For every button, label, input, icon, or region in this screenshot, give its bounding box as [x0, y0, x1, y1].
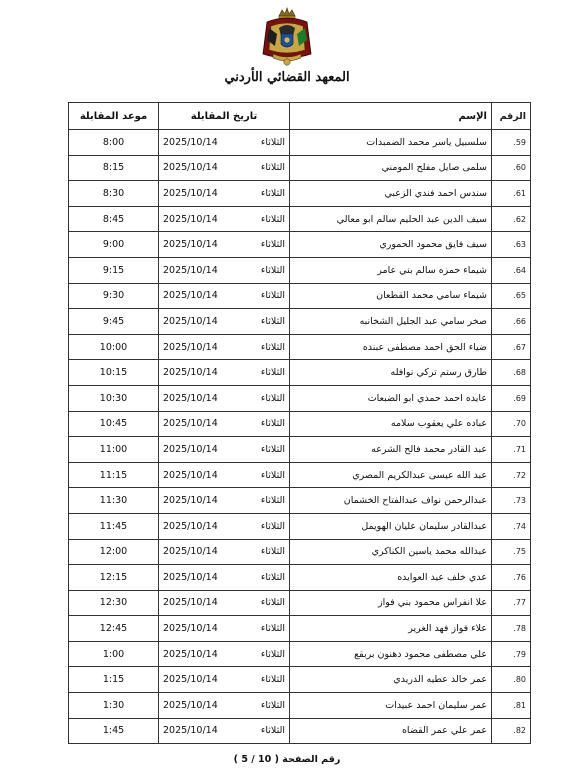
page-header [0, 6, 574, 85]
interview-date-cell [159, 130, 290, 156]
row-number: 76. [492, 565, 531, 591]
candidate-name: علاء فواز فهد الغرير [290, 616, 492, 642]
interview-time: 12:00 [69, 539, 159, 565]
interview-date: 2025/10/14 [163, 264, 218, 276]
interview-time: 11:15 [69, 462, 159, 488]
row-number: 67. [492, 334, 531, 360]
table-row [69, 616, 531, 642]
row-number: 65. [492, 283, 531, 309]
table-row [69, 488, 531, 514]
candidate-name: سندس احمد فندي الزعبي [290, 181, 492, 207]
table-row [69, 232, 531, 258]
table-row [69, 718, 531, 744]
interview-date-cell [159, 360, 290, 386]
interview-time: 9:15 [69, 257, 159, 283]
candidate-name: عمر سليمان احمد عبيدات [290, 693, 492, 719]
candidate-name: سيف الدين عبد الحليم سالم ابو معالي [290, 206, 492, 232]
interview-time: 12:30 [69, 590, 159, 616]
candidate-name: ضياء الحق احمد مصطفى عبنده [290, 334, 492, 360]
interview-time: 8:45 [69, 206, 159, 232]
table-row [69, 590, 531, 616]
column-header-name: الإسم [290, 103, 492, 130]
interview-date: 2025/10/14 [163, 469, 218, 481]
interview-time: 11:30 [69, 488, 159, 514]
table-row [69, 462, 531, 488]
interview-time: 1:30 [69, 693, 159, 719]
candidate-name: عبدالقادر سليمان عليان الهويمل [290, 513, 492, 539]
interview-date-cell [159, 641, 290, 667]
interview-date: 2025/10/14 [163, 623, 218, 635]
interview-time: 9:00 [69, 232, 159, 258]
interview-date: 2025/10/14 [163, 239, 218, 251]
table-row [69, 309, 531, 335]
candidate-name: شيماء سامي محمد القطعان [290, 283, 492, 309]
row-number: 72. [492, 462, 531, 488]
interview-day: الثلاثاء [260, 367, 285, 379]
row-number: 80. [492, 667, 531, 693]
row-number: 82. [492, 718, 531, 744]
page-number: رقم الصفحة ( 10 / 5 ) [233, 754, 341, 765]
candidate-name: عبدالله محمد ياسين الكناكري [290, 539, 492, 565]
interview-time: 11:00 [69, 437, 159, 463]
interview-day: الثلاثاء [260, 213, 285, 225]
interview-date: 2025/10/14 [163, 136, 218, 148]
interview-time: 10:45 [69, 411, 159, 437]
row-number: 59. [492, 130, 531, 156]
interview-date-cell [159, 539, 290, 565]
interview-day: الثلاثاء [260, 341, 285, 353]
candidate-name: عمر خالد عطيه الدريدي [290, 667, 492, 693]
interview-day: الثلاثاء [260, 699, 285, 711]
interview-date-cell [159, 155, 290, 181]
interview-day: الثلاثاء [260, 392, 285, 404]
candidate-name: سيف فايق محمود الحموري [290, 232, 492, 258]
interview-day: الثلاثاء [260, 136, 285, 148]
interview-date-cell [159, 206, 290, 232]
table-row [69, 385, 531, 411]
jordan-coat-of-arms-icon [257, 6, 317, 68]
interview-date-cell [159, 693, 290, 719]
table-row [69, 334, 531, 360]
row-number: 60. [492, 155, 531, 181]
interview-date: 2025/10/14 [163, 699, 218, 711]
candidate-name: صخر سامي عبد الجليل الشخانبه [290, 309, 492, 335]
table-row [69, 641, 531, 667]
row-number: 68. [492, 360, 531, 386]
row-number: 66. [492, 309, 531, 335]
candidate-name: عبد القادر محمد فالح الشرعه [290, 437, 492, 463]
table-row [69, 206, 531, 232]
interview-time: 11:45 [69, 513, 159, 539]
interview-day: الثلاثاء [260, 264, 285, 276]
interview-day: الثلاثاء [260, 623, 285, 635]
interview-date-cell [159, 334, 290, 360]
table-body [69, 130, 531, 744]
interview-date: 2025/10/14 [163, 341, 218, 353]
interview-day: الثلاثاء [260, 443, 285, 455]
table-row [69, 181, 531, 207]
interview-day: الثلاثاء [260, 162, 285, 174]
interview-date: 2025/10/14 [163, 418, 218, 430]
interview-date: 2025/10/14 [163, 495, 218, 507]
table-header-row [69, 103, 531, 130]
row-number: 61. [492, 181, 531, 207]
interview-date-cell [159, 232, 290, 258]
table-row [69, 667, 531, 693]
row-number: 71. [492, 437, 531, 463]
interview-day: الثلاثاء [260, 187, 285, 199]
interview-date: 2025/10/14 [163, 546, 218, 558]
interview-date: 2025/10/14 [163, 597, 218, 609]
interview-time: 8:15 [69, 155, 159, 181]
interview-day: الثلاثاء [260, 495, 285, 507]
interview-day: الثلاثاء [260, 469, 285, 481]
interview-day: الثلاثاء [260, 290, 285, 302]
row-number: 81. [492, 693, 531, 719]
table-row [69, 693, 531, 719]
candidate-name: عايده احمد حمدي ابو الضبعات [290, 385, 492, 411]
row-number: 63. [492, 232, 531, 258]
interview-time: 10:15 [69, 360, 159, 386]
interview-date: 2025/10/14 [163, 392, 218, 404]
column-header-time: موعد المقابلة [69, 103, 159, 130]
interview-day: الثلاثاء [260, 546, 285, 558]
row-number: 62. [492, 206, 531, 232]
interview-date-cell [159, 488, 290, 514]
interview-day: الثلاثاء [260, 597, 285, 609]
row-number: 73. [492, 488, 531, 514]
table-row [69, 360, 531, 386]
interview-date-cell [159, 513, 290, 539]
candidate-name: شيماء حمزه سالم بني عامر [290, 257, 492, 283]
interview-time: 10:30 [69, 385, 159, 411]
table-row [69, 513, 531, 539]
candidate-name: عباده علي يعقوب سلامه [290, 411, 492, 437]
row-number: 78. [492, 616, 531, 642]
interview-date-cell [159, 590, 290, 616]
interview-date: 2025/10/14 [163, 674, 218, 686]
column-header-date: تاريخ المقابلة [159, 103, 290, 130]
interview-date-cell [159, 257, 290, 283]
row-number: 69. [492, 385, 531, 411]
interview-day: الثلاثاء [260, 674, 285, 686]
table-row [69, 411, 531, 437]
interview-time: 9:45 [69, 309, 159, 335]
interview-day: الثلاثاء [260, 725, 285, 737]
interview-time: 12:45 [69, 616, 159, 642]
interview-time: 9:30 [69, 283, 159, 309]
interview-time: 8:00 [69, 130, 159, 156]
interview-time: 1:15 [69, 667, 159, 693]
interview-date-cell [159, 437, 290, 463]
candidate-name: طارق رستم تركي نوافله [290, 360, 492, 386]
interview-date: 2025/10/14 [163, 443, 218, 455]
institute-name: المعهد القضائي الأردني [224, 70, 350, 85]
interview-schedule-table [68, 102, 531, 744]
candidate-name: عبد الله عيسى عبدالكريم المصري [290, 462, 492, 488]
table-row [69, 565, 531, 591]
interview-date-cell [159, 462, 290, 488]
candidate-name: علي مصطفى محمود دهنون بربقع [290, 641, 492, 667]
interview-date: 2025/10/14 [163, 725, 218, 737]
table-row [69, 130, 531, 156]
candidate-name: عبدالرحمن نواف عبدالفتاح الخشمان [290, 488, 492, 514]
row-number: 64. [492, 257, 531, 283]
candidate-name: عدي خلف عيد العوايده [290, 565, 492, 591]
table-row [69, 155, 531, 181]
candidate-name: عمر علي عمر القضاه [290, 718, 492, 744]
interview-date: 2025/10/14 [163, 367, 218, 379]
interview-date-cell [159, 283, 290, 309]
interview-day: الثلاثاء [260, 571, 285, 583]
interview-date-cell [159, 181, 290, 207]
interview-date: 2025/10/14 [163, 213, 218, 225]
interview-date: 2025/10/14 [163, 290, 218, 302]
candidate-name: سلسبيل ياسر محمد الضمبدات [290, 130, 492, 156]
interview-date-cell [159, 667, 290, 693]
row-number: 75. [492, 539, 531, 565]
interview-day: الثلاثاء [260, 315, 285, 327]
interview-date-cell [159, 411, 290, 437]
row-number: 79. [492, 641, 531, 667]
interview-time: 1:45 [69, 718, 159, 744]
interview-day: الثلاثاء [260, 520, 285, 532]
table-row [69, 283, 531, 309]
interview-day: الثلاثاء [260, 418, 285, 430]
interview-day: الثلاثاء [260, 648, 285, 660]
candidate-name: سلمى صايل مفلح المومني [290, 155, 492, 181]
table-row [69, 437, 531, 463]
interview-time: 12:15 [69, 565, 159, 591]
interview-time: 8:30 [69, 181, 159, 207]
interview-date: 2025/10/14 [163, 520, 218, 532]
interview-date-cell [159, 718, 290, 744]
interview-time: 10:00 [69, 334, 159, 360]
interview-date: 2025/10/14 [163, 648, 218, 660]
interview-date-cell [159, 616, 290, 642]
interview-time: 1:00 [69, 641, 159, 667]
row-number: 70. [492, 411, 531, 437]
interview-date-cell [159, 309, 290, 335]
table-row [69, 539, 531, 565]
interview-day: الثلاثاء [260, 239, 285, 251]
interview-date: 2025/10/14 [163, 187, 218, 199]
interview-date: 2025/10/14 [163, 571, 218, 583]
row-number: 77. [492, 590, 531, 616]
row-number: 74. [492, 513, 531, 539]
interview-date: 2025/10/14 [163, 315, 218, 327]
interview-date-cell [159, 385, 290, 411]
column-header-number: الرقم [492, 103, 531, 130]
interview-date: 2025/10/14 [163, 162, 218, 174]
candidate-name: علا انفراس محمود بني فواز [290, 590, 492, 616]
table-row [69, 257, 531, 283]
interview-date-cell [159, 565, 290, 591]
